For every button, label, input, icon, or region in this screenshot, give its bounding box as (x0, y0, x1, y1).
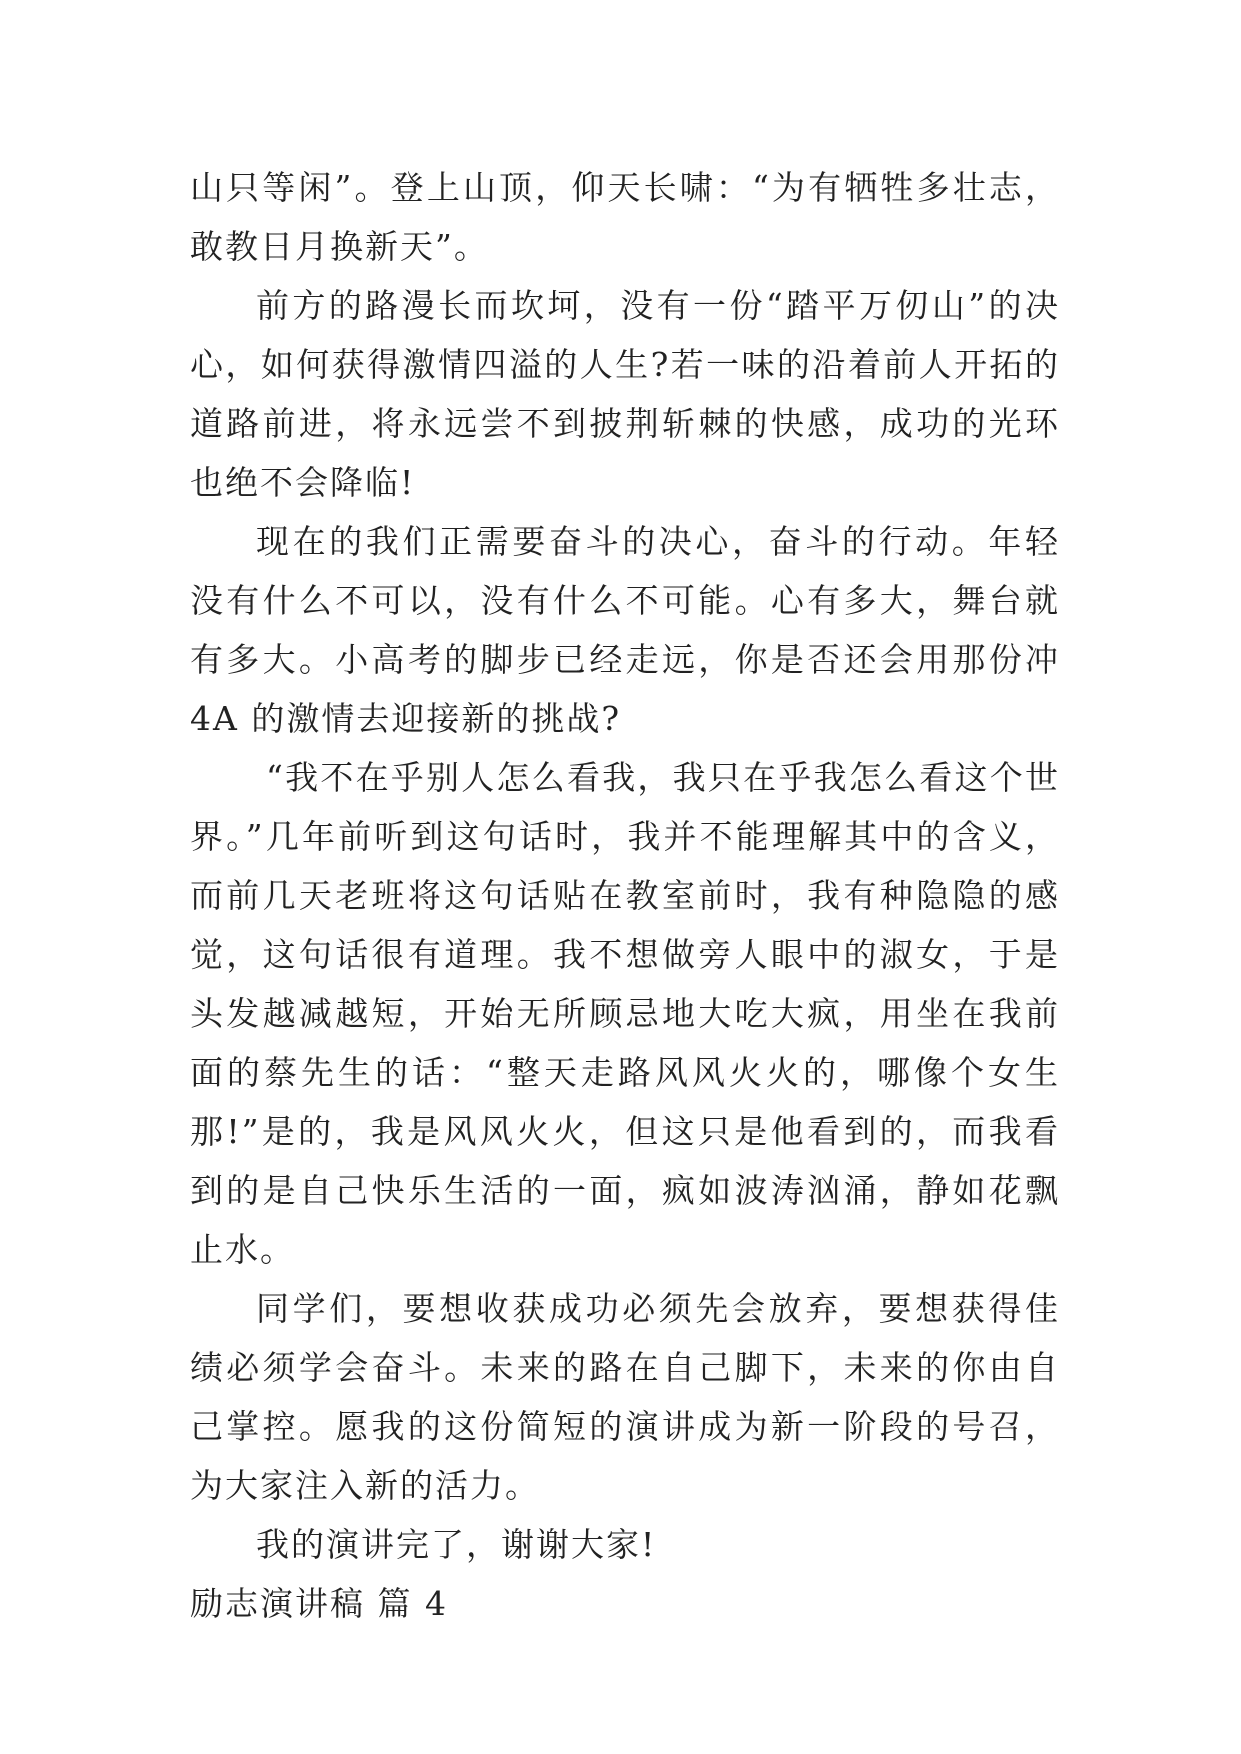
document-body (190, 158, 1060, 1633)
paragraph-3: 现在的我们正需要奋斗的决心，奋斗的行动。年轻没有什么不可以，没有什么不可能。心有多大，舞台就有多大。小高考的脚步已经走远，你是否还会用那份冲 4A 的激情去迎接新的挑战? (190, 522, 1060, 738)
paragraph-5: 同学们，要想收获成功必须先会放弃，要想获得佳绩必须学会奋斗。未来的路在自己脚下，未来的你由自己掌控。愿我的这份简短的演讲成为新一阶段的号召，为大家注入新的活力。 (190, 1289, 1060, 1505)
section-heading: 励志演讲稿 篇 4 (190, 1584, 448, 1623)
paragraph-1: 山只等闲”。登上山顶，仰天长啸：“为有牺牲多壮志，敢教日月换新天”。 (190, 168, 1060, 266)
paragraph-2: 前方的路漫长而坎坷，没有一份“踏平万仞山”的决心，如何获得激情四溢的人生?若一味的沿着前人开拓的道路前进，将永远尝不到披荆斩棘的快感，成功的光环也绝不会降临! (190, 286, 1060, 502)
paragraph-4: “我不在乎别人怎么看我，我只在乎我怎么看这个世界。”几年前听到这句话时，我并不能理解其中的含义，而前几天老班将这句话贴在教室前时，我有种隐隐的感觉，这句话很有道理。我不想做旁人眼中的淑女，于是头发越减越短，开始无所顾忌地大吃大疯，用坐在我前面的蔡先生的话：“整天走路风风火火的，哪像个女生那!”是的，我是风风火火，但这只是他看到的，而我看到的是自己快乐生活的一面，疯如波涛汹涌，静如花飘止水。 (190, 758, 1060, 1269)
paragraph-6: 我的演讲完了，谢谢大家! (256, 1525, 657, 1564)
